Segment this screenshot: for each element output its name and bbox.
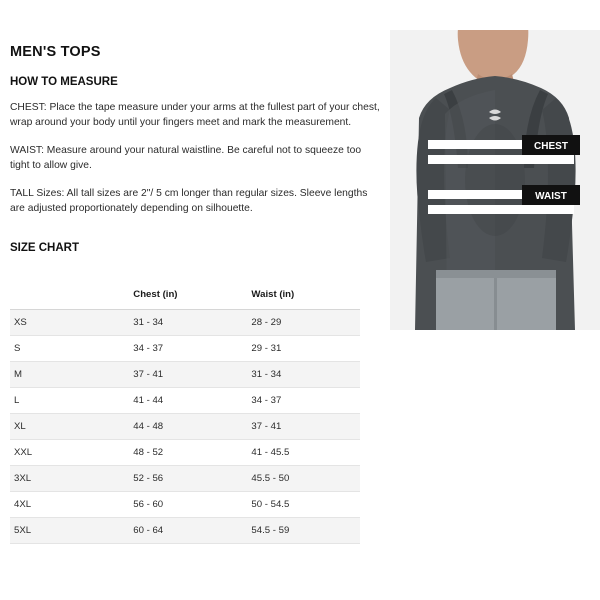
table-row bbox=[10, 440, 360, 466]
cell-chest: 60 - 64 bbox=[129, 518, 247, 544]
instructions-block bbox=[10, 44, 380, 264]
cell-size: S bbox=[10, 336, 129, 362]
cell-chest: 48 - 52 bbox=[129, 440, 247, 466]
tall-sizes-instruction: TALL Sizes: All tall sizes are 2"/ 5 cm longer than regular sizes. Sleeve lengths are adjusted proportionately depending on silhouette. bbox=[10, 188, 368, 214]
table-row bbox=[10, 518, 360, 544]
cell-chest: 41 - 44 bbox=[129, 388, 247, 414]
table-row bbox=[10, 362, 360, 388]
table-row bbox=[10, 414, 360, 440]
cell-waist: 50 - 54.5 bbox=[247, 492, 360, 518]
cell-chest: 44 - 48 bbox=[129, 414, 247, 440]
model-illustration bbox=[390, 30, 600, 330]
cell-size: M bbox=[10, 362, 129, 388]
column-header-size bbox=[10, 282, 129, 310]
column-header-waist: Waist (in) bbox=[247, 282, 360, 310]
page-title: MEN'S TOPS bbox=[10, 44, 101, 60]
waist-callout-label: WAIST bbox=[535, 191, 567, 202]
cell-size: 4XL bbox=[10, 492, 129, 518]
cell-waist: 37 - 41 bbox=[247, 414, 360, 440]
column-header-chest: Chest (in) bbox=[129, 282, 247, 310]
cell-chest: 31 - 34 bbox=[129, 310, 247, 336]
cell-waist: 29 - 31 bbox=[247, 336, 360, 362]
table-row bbox=[10, 466, 360, 492]
cell-size: 5XL bbox=[10, 518, 129, 544]
cell-waist: 54.5 - 59 bbox=[247, 518, 360, 544]
cell-waist: 28 - 29 bbox=[247, 310, 360, 336]
cell-chest: 37 - 41 bbox=[129, 362, 247, 388]
size-chart-table bbox=[10, 282, 360, 544]
table-header bbox=[10, 282, 360, 310]
cell-chest: 34 - 37 bbox=[129, 336, 247, 362]
waist-instruction: WAIST: Measure around your natural waistline. Be careful not to squeeze too tight to allow give. bbox=[10, 145, 362, 171]
cell-size: XXL bbox=[10, 440, 129, 466]
cell-size: 3XL bbox=[10, 466, 129, 492]
chest-instruction: CHEST: Place the tape measure under your arms at the fullest part of your chest, wrap around your body until your fingers meet and mark the measurement. bbox=[10, 102, 380, 128]
table-row bbox=[10, 310, 360, 336]
size-chart-heading: SIZE CHART bbox=[10, 242, 79, 254]
table-row bbox=[10, 336, 360, 362]
table-row bbox=[10, 388, 360, 414]
model-photo bbox=[390, 30, 600, 330]
cell-waist: 45.5 - 50 bbox=[247, 466, 360, 492]
how-to-measure-heading: HOW TO MEASURE bbox=[10, 76, 118, 88]
cell-size: XL bbox=[10, 414, 129, 440]
cell-chest: 52 - 56 bbox=[129, 466, 247, 492]
cell-chest: 56 - 60 bbox=[129, 492, 247, 518]
table-body bbox=[10, 310, 360, 544]
cell-size: L bbox=[10, 388, 129, 414]
cell-size: XS bbox=[10, 310, 129, 336]
chest-callout-label: CHEST bbox=[534, 141, 568, 152]
table-row bbox=[10, 492, 360, 518]
cell-waist: 34 - 37 bbox=[247, 388, 360, 414]
table-header-row bbox=[10, 282, 360, 310]
cell-waist: 41 - 45.5 bbox=[247, 440, 360, 466]
cell-waist: 31 - 34 bbox=[247, 362, 360, 388]
